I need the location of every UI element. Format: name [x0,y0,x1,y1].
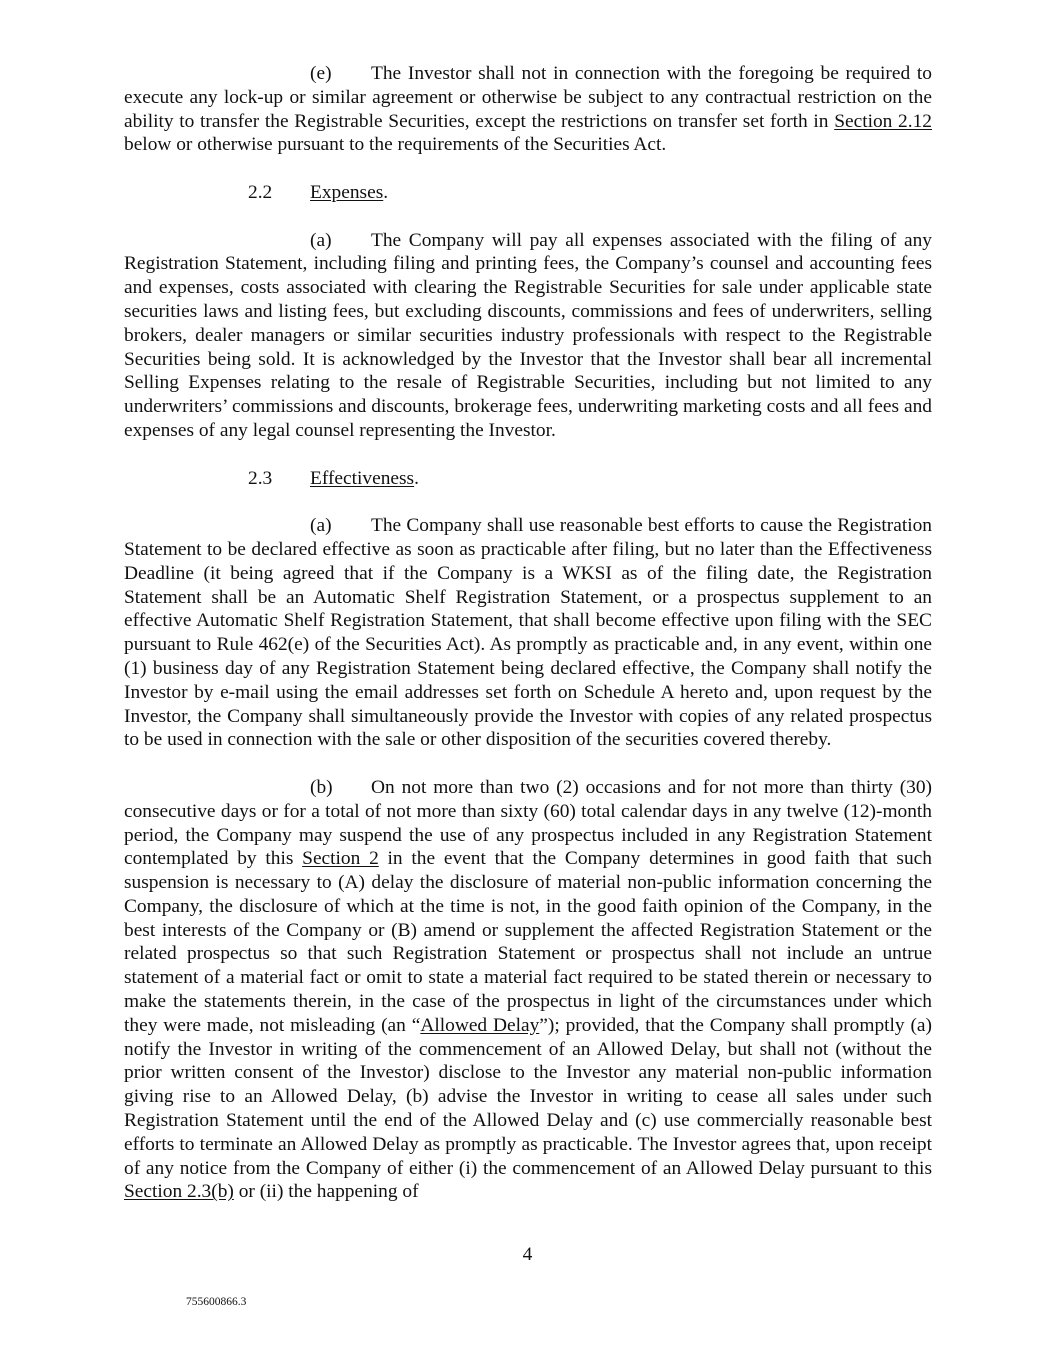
paragraph-text: The Company shall use reasonable best efforts to cause the Registration Statement to be declared effective as soon as practicable after filing, but no later than the Effectiveness Deadline (it being agreed that if the Company is a WKSI as of the filing date, the Registration Statement shall be an Automatic Shelf Registration Statement, or a prospectus supplement to an effective Automatic Shelf Registration Statement, that shall become effective upon filing with the SEC pursuant to Rule 462(e) of the Securities Act). As promptly as practicable and, in any event, within one (1) business day of any Registration Statement being declared effective, the Company shall notify the Investor by e-mail using the email addresses set forth on Schedule A hereto and, upon request by the Investor, the Company shall simultaneously provide the Investor with copies of any related prospectus to be used in connection with the sale or other disposition of the securities covered thereby. [124,515,932,751]
paragraph-text: ”); provided, that the Company shall promptly (a) notify the Investor in writing of the commencement of an Allowed Delay, but shall not (without the prior written consent of the Investor) disclose to the Investor any material non-public information giving rise to an Allowed Delay, (b) advise the Investor in writing to cease all sales under such Registration Statement until the end of the Allowed Delay and (c) use commercially reasonable best efforts to terminate an Allowed Delay as promptly as practicable. The Investor agrees that, upon receipt of any notice from the Company of either (i) the commencement of an Allowed Delay pursuant to this [124,1014,932,1179]
section-title-period: . [383,181,389,203]
paragraph-text: The Investor shall not in connection with the foregoing be required to execute any lock-up or similar agreement or otherwise be subject to any contractual restriction on the ability to transfer the Registrable Securities, except the restrictions on transfer set forth in [124,63,932,132]
section-heading-2-3 [124,467,932,491]
section-reference: Section 2 [302,848,379,870]
document-id: 755600866.3 [186,1296,247,1308]
paragraph-text: The Company will pay all expenses associated with the filing of any Registration Statement, including filing and printing fees, the Company’s counsel and accounting fees and expenses, costs associated with clearing the Registrable Securities for sale under applicable state securities laws and listing fees, but excluding discounts, commissions and fees of underwriters, selling brokers, dealer managers or similar securities industry professionals with respect to the Registrable Securities being sold. It is acknowledged by the Investor that the Investor shall bear all incremental Selling Expenses relating to the resale of Registrable Securities, including but not limited to any underwriters’ commissions and discounts, brokerage fees, underwriting marketing costs and all fees and expenses of any legal counsel representing the Investor. [124,229,932,441]
paragraph-2-1-e [124,62,932,157]
section-title: Effectiveness [310,467,415,489]
paragraph-marker: (e) [310,63,332,84]
document-page [124,62,932,1228]
paragraph-text: On not more than two (2) occasions and for not more than thirty (30) consecutive days or for a total of not more than sixty (60) total calendar days in any twelve (12)-month period, the Company may suspend the use of any prospectus included in any Registration Statement contemplated by this [124,776,932,870]
section-title-period: . [414,467,419,489]
section-number: 2.3 [248,467,273,489]
section-title: Expenses [310,181,384,203]
paragraph-2-3-b [124,776,932,1204]
section-number: 2.2 [248,181,273,203]
page-number: 4 [522,1244,533,1265]
paragraph-text: in the event that the Company determines in good faith that such suspension is necessary to (A) delay the disclosure of material non-public information concerning the Company, the disclosure of which at the time is not, in the good faith opinion of the Company, in the best interests of the Company or (B) amend or supplement the affected Registration Statement or the related prospectus so that such Registration Statement or prospectus shall not include an untrue statement of a material fact or omit to state a material fact required to be stated therein or necessary to make the statements therein, in the case of the prospectus in light of the circumstances under which they were made, not misleading (an “ [124,848,932,1036]
paragraph-2-2-a [124,229,932,443]
defined-term: Allowed Delay [420,1014,540,1036]
paragraph-marker: (a) [310,229,332,251]
paragraph-text: below or otherwise pursuant to the requirements of the Securities Act. [124,134,667,156]
paragraph-2-3-a [124,514,932,752]
paragraph-text: or (ii) the happening of [233,1181,419,1203]
section-reference: Section 2.12 [834,110,932,132]
section-reference: Section 2.3(b) [124,1181,234,1203]
paragraph-marker: (a) [310,515,332,537]
paragraph-marker: (b) [310,776,333,798]
section-heading-2-2 [124,181,932,205]
